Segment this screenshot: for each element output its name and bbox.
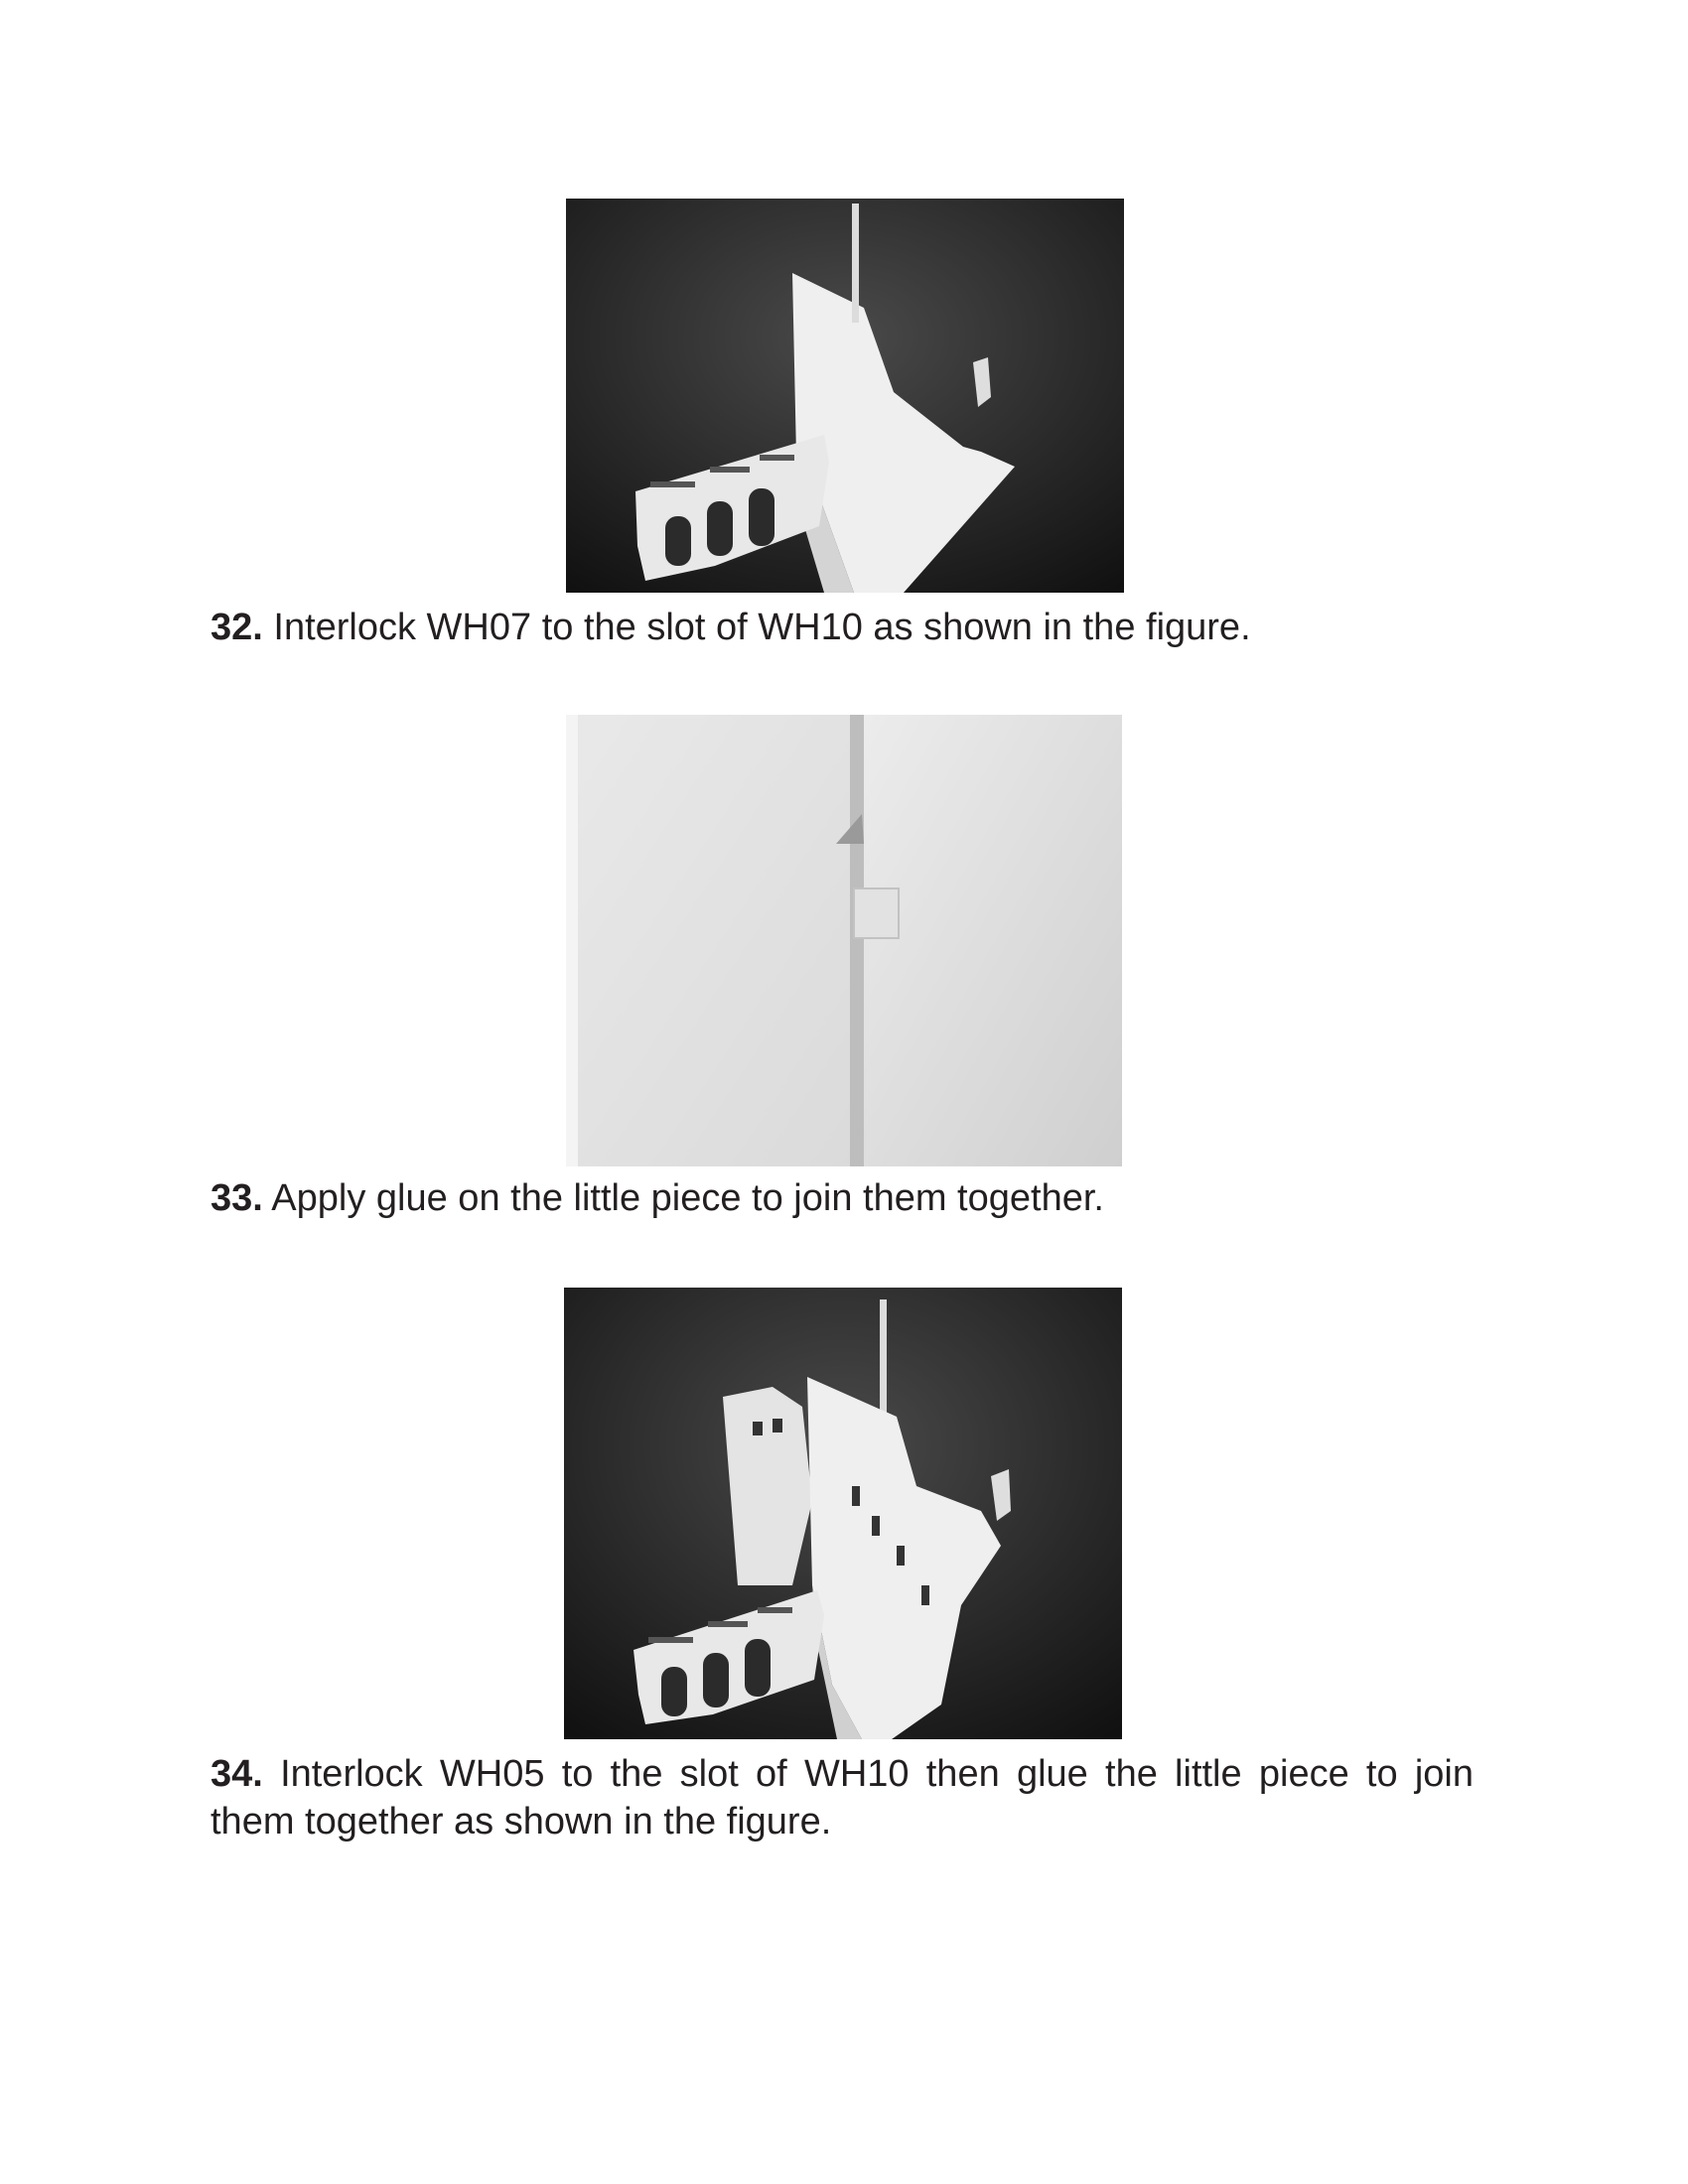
step-34-photo (564, 1288, 1122, 1739)
step-33-caption (211, 1174, 1474, 1222)
step-text: Interlock WH05 to the slot of WH10 then glue the little piece to join them together as shown in the figure. (211, 1753, 1475, 1843)
step-32-caption (211, 604, 1474, 651)
step-32-photo (566, 199, 1124, 593)
step-text: Apply glue on the little piece to join them together. (271, 1177, 1104, 1219)
step-text: Interlock WH07 to the slot of WH10 as shown in the figure. (273, 607, 1251, 648)
paper-model-image (566, 199, 1124, 593)
step-number: 33. (211, 1177, 263, 1219)
step-33-photo (566, 715, 1122, 1166)
paper-model-image (564, 1288, 1122, 1739)
step-number: 32. (211, 607, 263, 648)
glue-closeup-image (566, 715, 1122, 1166)
step-number: 34. (211, 1753, 263, 1795)
step-34-caption (211, 1750, 1474, 1845)
